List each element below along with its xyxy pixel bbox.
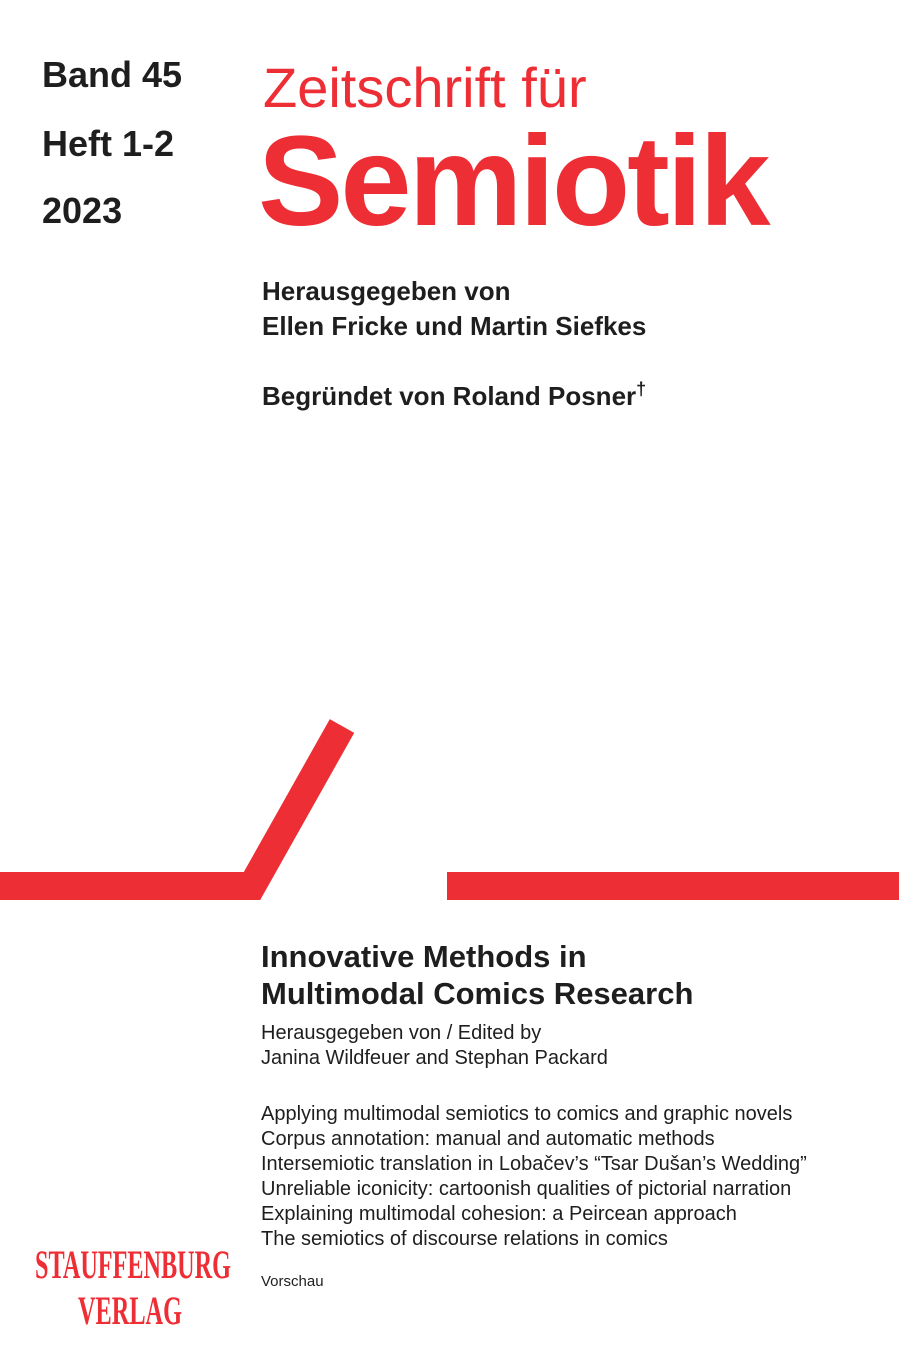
publisher-logo-line1: STAUFFENBURG [35,1242,231,1287]
issue-number: Heft 1-2 [42,123,175,164]
journal-title: Semiotik [258,110,768,253]
red-stripe-graphic [0,716,899,906]
editors-label: Herausgegeben von [262,276,511,306]
issue-volume: Band 45 [42,54,183,95]
contents-item: Unreliable iconicity: cartoonish qualities of pictorial narration [261,1178,792,1200]
journal-title-prefix: Zeitschrift für [263,56,587,119]
dagger-mark: † [636,379,647,399]
contents-item: Explaining multimodal cohesion: a Peircean approach [261,1203,737,1225]
preview-label: Vorschau [261,1273,324,1290]
contents-item: Corpus annotation: manual and automatic methods [261,1128,715,1150]
special-issue-title-line: Multimodal Comics Research [261,976,694,1011]
red-stripe-left [0,726,342,886]
special-issue-editors-names: Janina Wildfeuer and Stephan Packard [261,1047,608,1069]
contents-item: The semiotics of discourse relations in comics [261,1228,668,1250]
special-issue-title [261,938,693,1012]
publisher-logo-line2: VERLAG [78,1288,182,1333]
publisher-logo [28,1238,238,1334]
special-issue-title-line: Innovative Methods in [261,939,587,974]
contents-item: Applying multimodal semiotics to comics and graphic novels [261,1103,793,1125]
contents-list [261,1102,807,1252]
founded-by-text: Begründet von Roland Posner [262,381,637,411]
issue-year: 2023 [42,190,123,231]
editors-names: Ellen Fricke und Martin Siefkes [262,311,647,341]
founded-by [262,378,646,413]
special-issue-editors [261,1021,608,1071]
special-issue-editors-label: Herausgegeben von / Edited by [261,1022,542,1044]
contents-item: Intersemiotic translation in Lobačev’s “Tsar Dušan’s Wedding” [261,1153,807,1175]
